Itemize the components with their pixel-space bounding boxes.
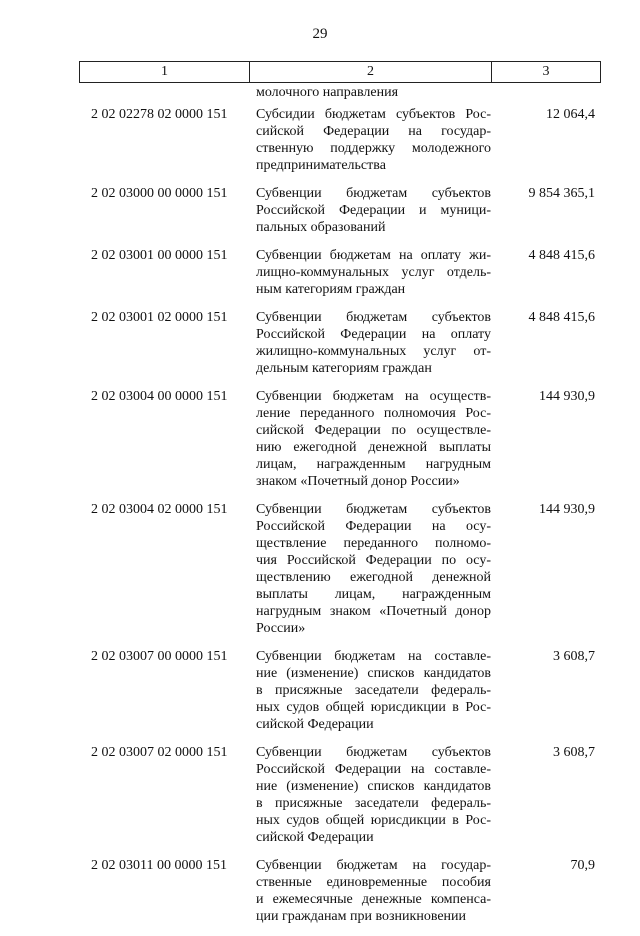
income-description (249, 247, 491, 298)
amount-value: 12 064,4 (546, 107, 595, 122)
description-line: нию ежегодной денежной выплаты (256, 440, 491, 455)
description-line: знаком «Почетный донор России» (256, 474, 460, 489)
column-header-row (80, 62, 601, 83)
income-description (249, 185, 491, 236)
income-description (249, 501, 491, 637)
amount-value: 4 848 415,6 (528, 310, 595, 325)
amount-value (491, 84, 600, 101)
income-description (249, 648, 491, 733)
description-line: и ежемесячные денежные компенса- (256, 892, 491, 907)
classification-code: 2 02 03000 00 0000 151 (91, 186, 228, 201)
column-header-1: 1 (80, 62, 250, 83)
description-line: молочного направления (256, 85, 399, 100)
amount-value: 3 608,7 (553, 745, 595, 760)
description-line: сийской Федерации (256, 717, 374, 732)
description-line: Субвенции бюджетам на осуществ- (256, 389, 491, 404)
income-description (249, 106, 491, 174)
column-header-3: 3 (492, 62, 601, 83)
classification-code: 2 02 03007 00 0000 151 (91, 649, 228, 664)
amount-value: 3 608,7 (553, 649, 595, 664)
classification-code: 2 02 03004 00 0000 151 (91, 389, 228, 404)
description-line: предпринимательства (256, 158, 386, 173)
description-line: Субвенции бюджетам на государ- (256, 858, 491, 873)
description-line: России» (256, 621, 306, 636)
description-line: Субвенции бюджетам субъектов (256, 502, 491, 517)
description-line: сийской Федерации (256, 830, 374, 845)
description-line: ных судов общей юрисдикции в Рос- (256, 700, 491, 715)
table-row (79, 106, 600, 174)
description-line: ление переданного полномочия Рос- (256, 406, 491, 421)
classification-code: 2 02 03007 02 0000 151 (91, 745, 228, 760)
income-description (249, 857, 491, 925)
income-description (249, 388, 491, 490)
description-line: Субвенции бюджетам на составле- (256, 649, 491, 664)
table-row (79, 744, 600, 846)
description-line: Российской Федерации на осу- (256, 519, 491, 534)
description-line: лищно-коммунальных услуг отдель- (256, 265, 491, 280)
description-line: пальных образований (256, 220, 386, 235)
description-line: ществлению ежегодной денежной (256, 570, 491, 585)
description-line: ществление переданного полномо- (256, 536, 491, 551)
description-line: дельным категориям граждан (256, 361, 432, 376)
classification-code (79, 84, 249, 101)
table-row (79, 185, 600, 236)
table-row (79, 309, 600, 377)
description-line: ственную поддержку молодежного (256, 141, 491, 156)
description-line: Субвенции бюджетам субъектов (256, 186, 491, 201)
budget-table-body (79, 84, 600, 936)
description-line: лицам, награжденным нагрудным (256, 457, 491, 472)
table-row (79, 501, 600, 637)
table-row (79, 247, 600, 298)
income-description (249, 84, 491, 101)
description-line: сийской Федерации на государ- (256, 124, 491, 139)
classification-code: 2 02 02278 02 0000 151 (91, 107, 228, 122)
column-header-table (79, 61, 601, 83)
description-line: ние (изменение) списков кандидатов (256, 779, 491, 794)
amount-value: 144 930,9 (539, 389, 595, 404)
column-header-2: 2 (250, 62, 492, 83)
description-line: Субсидии бюджетам субъектов Рос- (256, 107, 491, 122)
classification-code: 2 02 03001 00 0000 151 (91, 248, 228, 263)
description-line: жилищно-коммунальных услуг от- (256, 344, 491, 359)
description-line: ным категориям граждан (256, 282, 406, 297)
description-line: ние (изменение) списков кандидатов (256, 666, 491, 681)
description-line: нагрудным знаком «Почетный донор (256, 604, 491, 619)
page-number: 29 (312, 26, 328, 42)
classification-code: 2 02 03001 02 0000 151 (91, 310, 228, 325)
description-line: ственные единовременные пособия (256, 875, 491, 890)
amount-value: 70,9 (570, 858, 595, 873)
income-description (249, 744, 491, 846)
description-line: Российской Федерации и муници- (256, 203, 491, 218)
table-row (79, 857, 600, 925)
description-line: Российской Федерации на оплату (256, 327, 491, 342)
table-row (79, 84, 600, 101)
amount-value: 9 854 365,1 (528, 186, 595, 201)
amount-value: 4 848 415,6 (528, 248, 595, 263)
description-line: Российской Федерации на составле- (256, 762, 491, 777)
description-line: ции гражданам при возникновении (256, 909, 467, 924)
classification-code: 2 02 03011 00 0000 151 (91, 858, 227, 873)
description-line: Субвенции бюджетам субъектов (256, 745, 491, 760)
income-description (249, 309, 491, 377)
description-line: Субвенции бюджетам субъектов (256, 310, 491, 325)
description-line: сийской Федерации по осуществле- (256, 423, 491, 438)
description-line: в присяжные заседатели федераль- (256, 683, 491, 698)
table-row (79, 388, 600, 490)
description-line: чия Российской Федерации по осу- (256, 553, 491, 568)
description-line: ных судов общей юрисдикции в Рос- (256, 813, 491, 828)
classification-code: 2 02 03004 02 0000 151 (91, 502, 228, 517)
description-line: выплаты лицам, награжденным (256, 587, 491, 602)
description-line: Субвенции бюджетам на оплату жи- (256, 248, 491, 263)
table-row (79, 648, 600, 733)
description-line: в присяжные заседатели федераль- (256, 796, 491, 811)
amount-value: 144 930,9 (539, 502, 595, 517)
